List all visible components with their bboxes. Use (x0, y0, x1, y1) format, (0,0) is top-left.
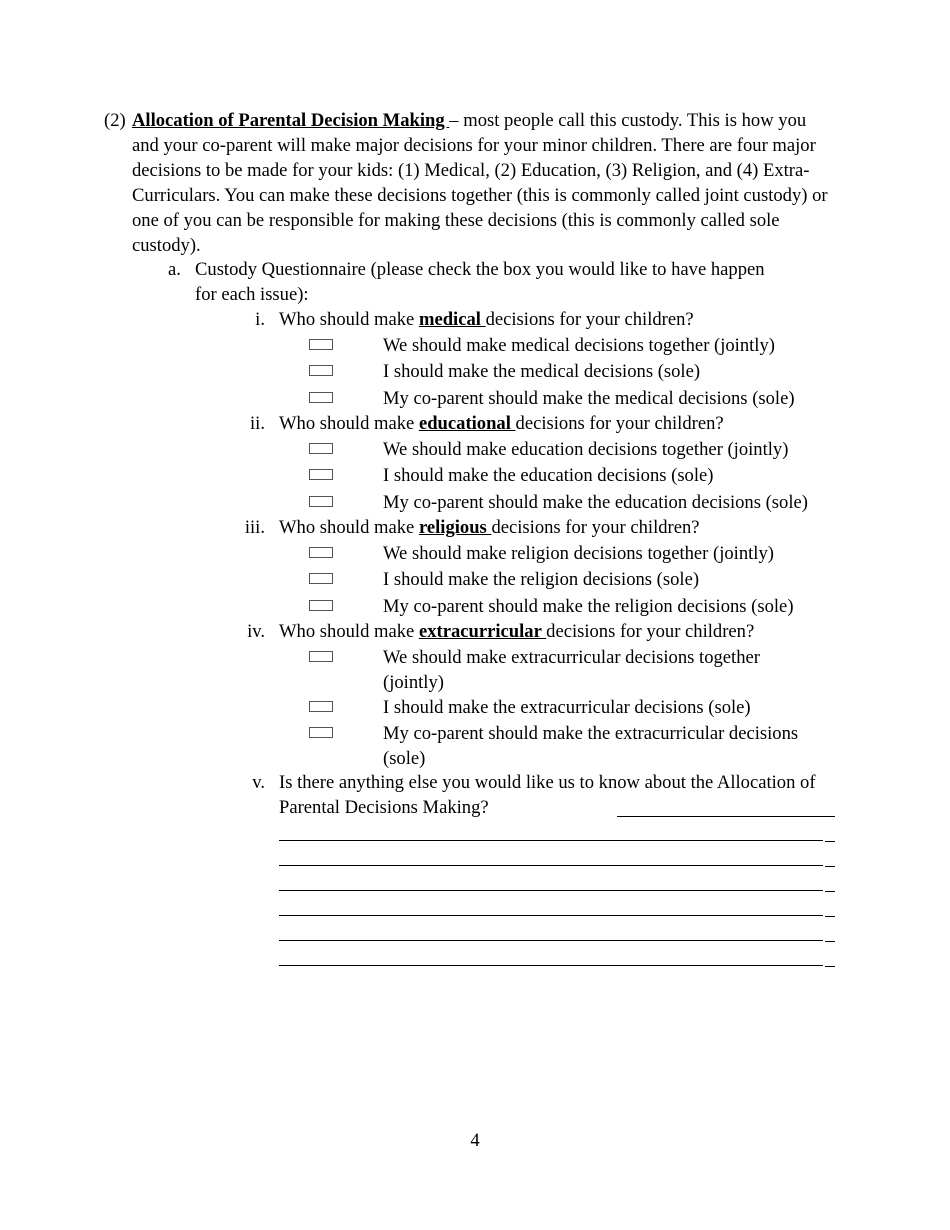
checkbox-education-coparent[interactable] (309, 496, 333, 507)
option-medical-jointly: We should make medical decisions together (jointly) (383, 335, 775, 356)
answer-line[interactable] (279, 891, 835, 916)
answer-rule-tail (825, 966, 835, 967)
answer-line[interactable] (279, 941, 835, 966)
question-prefix: Who should make (279, 309, 419, 330)
item-a-text: Custody Questionnaire (please check the box you would like to have happen for each issue): (195, 259, 765, 305)
question-educational (279, 411, 839, 436)
checkbox-extracurricular-self[interactable] (309, 701, 333, 712)
page-number: 4 (470, 1130, 480, 1151)
item-a-label: a. (168, 259, 181, 280)
question-keyword: religious (418, 517, 492, 538)
option-religion-jointly: We should make religion decisions together (jointly) (383, 543, 774, 564)
question-keyword: educational (418, 413, 516, 434)
question-suffix: decisions for your children? (485, 309, 694, 330)
checkbox-medical-jointly[interactable] (309, 339, 333, 350)
answer-line[interactable] (279, 841, 835, 866)
checkbox-religion-coparent[interactable] (309, 600, 333, 611)
answer-line[interactable] (279, 866, 835, 891)
checkbox-education-self[interactable] (309, 469, 333, 480)
question-keyword: medical (418, 309, 486, 330)
option-education-coparent: My co-parent should make the education decisions (sole) (383, 492, 808, 513)
question-suffix: decisions for your children? (546, 621, 755, 642)
question-numeral: iii. (244, 517, 265, 538)
answer-line[interactable] (279, 816, 835, 841)
checkbox-extracurricular-jointly[interactable] (309, 651, 333, 662)
checkbox-religion-self[interactable] (309, 573, 333, 584)
section-number: (2) (104, 110, 126, 131)
option-medical-coparent: My co-parent should make the medical decisions (sole) (383, 388, 795, 409)
question-suffix: decisions for your children? (491, 517, 700, 538)
checkbox-extracurricular-coparent[interactable] (309, 727, 333, 738)
section-intro (132, 108, 832, 258)
checkbox-education-jointly[interactable] (309, 443, 333, 454)
question-extracurricular (279, 619, 839, 644)
option-religion-coparent: My co-parent should make the religion decisions (sole) (383, 596, 794, 617)
section-intro-text: – most people call this custody. This is how you and your co-parent will make major decisions for your minor children. There are four major decisions to be made for your kids: (1) Medical, (2) Education, (3) Religion, and (4) Extra-Curriculars. You can make these decisions together (this is commonly called joint custody) or one of you can be responsible for making these decisions (this is commonly called sole custody). (132, 110, 828, 256)
option-extracurricular-jointly: We should make extracurricular decisions together (jointly) (383, 647, 760, 693)
checkbox-medical-coparent[interactable] (309, 392, 333, 403)
question-medical (279, 307, 839, 332)
checkbox-religion-jointly[interactable] (309, 547, 333, 558)
question-suffix: decisions for your children? (515, 413, 724, 434)
question-numeral: iv. (247, 621, 265, 642)
option-extracurricular-coparent: My co-parent should make the extracurricular decisions (sole) (383, 723, 799, 769)
question-keyword: extracurricular (418, 621, 547, 642)
section-heading: Allocation of Parental Decision Making (132, 110, 450, 131)
question-numeral: ii. (250, 413, 265, 434)
question-prefix: Who should make (279, 413, 419, 434)
option-education-self: I should make the education decisions (sole) (383, 465, 714, 486)
checkbox-medical-self[interactable] (309, 365, 333, 376)
question-numeral: i. (255, 309, 265, 330)
option-medical-self: I should make the medical decisions (sole) (383, 361, 701, 382)
option-extracurricular-self: I should make the extracurricular decisions (sole) (383, 697, 751, 718)
question-religious (279, 515, 839, 540)
question-prefix: Who should make (279, 621, 419, 642)
option-religion-self: I should make the religion decisions (sole) (383, 569, 700, 590)
answer-rule (279, 965, 823, 966)
question-additional-info: Is there anything else you would like us to know about the Allocation of Parental Decisions Making? (279, 772, 816, 818)
answer-line[interactable] (279, 916, 835, 941)
question-prefix: Who should make (279, 517, 419, 538)
option-education-jointly: We should make education decisions together (jointly) (383, 439, 789, 460)
question-numeral: v. (252, 772, 265, 793)
